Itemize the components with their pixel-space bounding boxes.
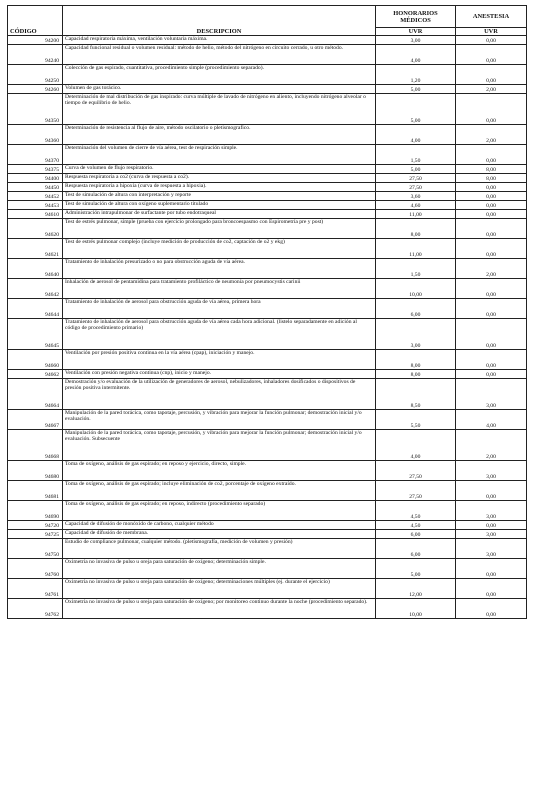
- row-honorarios-uvr: 8,00: [376, 219, 456, 239]
- header-honorarios: HONORARIOS MÉDICOS: [376, 6, 456, 28]
- table-row: [8, 65, 527, 85]
- row-anestesia-uvr: 0,00: [456, 201, 527, 210]
- table-row: [8, 501, 527, 521]
- row-description: Colección de gas espirado, cuantitativa, procedimiento simple (procedimiento separado).: [63, 65, 376, 85]
- row-code: 94450: [8, 183, 63, 192]
- row-anestesia-uvr: 0,00: [456, 521, 527, 530]
- row-description: Tratamiento de inhalación presurizado o no para obstrucción aguda de vía aérea.: [63, 259, 376, 279]
- header-descripcion: DESCRIPCION: [63, 28, 376, 36]
- row-code: 94642: [8, 279, 63, 299]
- row-anestesia-uvr: 0,00: [456, 559, 527, 579]
- row-description: Determinación de resistencia al flujo de aire, método oscilatorio o pletismografico.: [63, 125, 376, 145]
- table-header: [8, 6, 527, 36]
- row-honorarios-uvr: 5,00: [376, 85, 456, 94]
- row-honorarios-uvr: 8,50: [376, 379, 456, 410]
- row-description: Curva de volumen de flujo respiratorio.: [63, 165, 376, 174]
- row-anestesia-uvr: 0,00: [456, 279, 527, 299]
- row-anestesia-uvr: 0,00: [456, 370, 527, 379]
- table-row: [8, 481, 527, 501]
- row-honorarios-uvr: 4,50: [376, 501, 456, 521]
- row-anestesia-uvr: 0,00: [456, 599, 527, 619]
- row-honorarios-uvr: 6,00: [376, 530, 456, 539]
- row-description: Test de estrés pulmonar complejo (incluye medición de producción de co2, captación de o2 y ekg): [63, 239, 376, 259]
- table-row: [8, 36, 527, 45]
- table-row: [8, 559, 527, 579]
- table-row: [8, 319, 527, 350]
- row-code: 94681: [8, 481, 63, 501]
- row-description: Manipulación de la pared torácica, como tapotaje, percusión, y vibración para mejorar la función pulmonar; demostración inicial y/o evaluación.: [63, 410, 376, 430]
- row-code: 94664: [8, 379, 63, 410]
- table-row: [8, 521, 527, 530]
- row-code: 94250: [8, 65, 63, 85]
- header-uvr-honorarios: UVR: [376, 28, 456, 36]
- row-description: Administración intrapulmonar de surfactante por tubo endotraqueal: [63, 210, 376, 219]
- table-row: [8, 145, 527, 165]
- row-description: Manipulación de la pared torácica, como tapotaje, percusión, y vibración para mejorar la función pulmonar; demostración inicial y/o evaluación. Subsecuente: [63, 430, 376, 461]
- row-description: Test de simulación de altura con interpretación y reporte: [63, 192, 376, 201]
- row-anestesia-uvr: 3,00: [456, 530, 527, 539]
- row-description: Ventilación con presión negativa continua (cnp), inicio y manejo.: [63, 370, 376, 379]
- row-honorarios-uvr: 1,20: [376, 65, 456, 85]
- row-honorarios-uvr: 1,50: [376, 145, 456, 165]
- table-row: [8, 94, 527, 125]
- row-code: 94620: [8, 219, 63, 239]
- row-description: Ventilación por presión positiva continua en la vía aérea (cpap), iniciación y manejo.: [63, 350, 376, 370]
- row-code: 94260: [8, 85, 63, 94]
- row-code: 94760: [8, 559, 63, 579]
- row-description: Determinación del volumen de cierre de vía aérea, test de respiración simple.: [63, 145, 376, 165]
- row-anestesia-uvr: 0,00: [456, 183, 527, 192]
- row-honorarios-uvr: 3,60: [376, 192, 456, 201]
- row-code: 94725: [8, 530, 63, 539]
- row-anestesia-uvr: 4,00: [456, 410, 527, 430]
- row-anestesia-uvr: 2,00: [456, 430, 527, 461]
- row-code: 94668: [8, 430, 63, 461]
- row-honorarios-uvr: 5,00: [376, 559, 456, 579]
- table-row: [8, 379, 527, 410]
- table-row: [8, 201, 527, 210]
- row-description: Oximetría no invasiva de pulso u oreja para saturación de oxígeno; por monitoreo continuo durante la noche (procedimiento separado).: [63, 599, 376, 619]
- table-row: [8, 370, 527, 379]
- table-row: [8, 174, 527, 183]
- row-code: 94240: [8, 45, 63, 65]
- table-row: [8, 192, 527, 201]
- row-description: Estudio de compliance pulmonar, cualquier método. (pletismografía, medición de volumen y presión): [63, 539, 376, 559]
- row-honorarios-uvr: 11,00: [376, 239, 456, 259]
- row-honorarios-uvr: 12,00: [376, 579, 456, 599]
- row-anestesia-uvr: 0,00: [456, 350, 527, 370]
- row-anestesia-uvr: 0,00: [456, 319, 527, 350]
- row-anestesia-uvr: 0,00: [456, 219, 527, 239]
- table-row: [8, 279, 527, 299]
- row-code: 94375: [8, 165, 63, 174]
- row-code: 94640: [8, 259, 63, 279]
- table-body: [8, 36, 527, 619]
- row-honorarios-uvr: 11,00: [376, 210, 456, 219]
- row-honorarios-uvr: 3,00: [376, 319, 456, 350]
- row-anestesia-uvr: 0,00: [456, 481, 527, 501]
- table-row: [8, 45, 527, 65]
- row-honorarios-uvr: 6,00: [376, 539, 456, 559]
- row-anestesia-uvr: 8,00: [456, 174, 527, 183]
- row-honorarios-uvr: 27,50: [376, 481, 456, 501]
- row-code: 94761: [8, 579, 63, 599]
- row-honorarios-uvr: 5,50: [376, 410, 456, 430]
- table-row: [8, 239, 527, 259]
- row-anestesia-uvr: 0,00: [456, 210, 527, 219]
- row-honorarios-uvr: 4,00: [376, 430, 456, 461]
- row-description: Inhalación de aerosol de pentamidina para tratamiento profiláctico de neumonía por pneumocystis carinii: [63, 279, 376, 299]
- table-row: [8, 165, 527, 174]
- row-description: Oximetría no invasiva de pulso u oreja para saturación de oxígeno; determinaciones múltiples (ej. durante el ejercicio): [63, 579, 376, 599]
- row-anestesia-uvr: 3,00: [456, 539, 527, 559]
- tariff-sheet: [7, 5, 526, 619]
- row-anestesia-uvr: 0,00: [456, 36, 527, 45]
- table-row: [8, 410, 527, 430]
- row-code: 94610: [8, 210, 63, 219]
- row-anestesia-uvr: 0,00: [456, 192, 527, 201]
- row-description: Oximetría no invasiva de pulso u oreja para saturación de oxígeno; determinación simple.: [63, 559, 376, 579]
- row-description: Tratamiento de inhalación de aerosol para obstrucción aguda de vía aérea cada hora adicional. (listelo separadamente en adición al código de procedimiento primario): [63, 319, 376, 350]
- row-honorarios-uvr: 4,60: [376, 201, 456, 210]
- row-honorarios-uvr: 27,50: [376, 183, 456, 192]
- row-description: Toma de oxígeno, análisis de gas espirado; incluye eliminación de co2, porcentaje de oxígeno extraído.: [63, 481, 376, 501]
- row-honorarios-uvr: 10,00: [376, 599, 456, 619]
- row-anestesia-uvr: 0,00: [456, 299, 527, 319]
- table-row: [8, 579, 527, 599]
- row-code: 94680: [8, 461, 63, 481]
- row-description: Capacidad de difusión de membrana.: [63, 530, 376, 539]
- row-description: Volumen de gas torácico.: [63, 85, 376, 94]
- row-honorarios-uvr: 4,00: [376, 125, 456, 145]
- row-code: 94350: [8, 94, 63, 125]
- row-anestesia-uvr: 2,00: [456, 259, 527, 279]
- row-anestesia-uvr: 8,00: [456, 165, 527, 174]
- row-code: 94644: [8, 299, 63, 319]
- row-honorarios-uvr: 4,00: [376, 45, 456, 65]
- row-description: Capacidad respiratoria máxima, ventilación voluntaria máxima.: [63, 36, 376, 45]
- row-code: 94452: [8, 192, 63, 201]
- row-description: Tratamiento de inhalación de aerosol para obstrucción aguda de vía aérea, primera hora: [63, 299, 376, 319]
- row-anestesia-uvr: 3,00: [456, 501, 527, 521]
- row-anestesia-uvr: 2,00: [456, 85, 527, 94]
- row-description: Determinación de mal distribución de gas inspirado: curva múltiple de lavado de nitrógeno en aliento, incluyendo nitrógeno alveolar o tiempo de equilibrio de helio.: [63, 94, 376, 125]
- row-anestesia-uvr: 0,00: [456, 65, 527, 85]
- row-honorarios-uvr: 27,50: [376, 461, 456, 481]
- row-code: 94645: [8, 319, 63, 350]
- table-row: [8, 85, 527, 94]
- tariff-table: [7, 5, 527, 619]
- row-anestesia-uvr: 0,00: [456, 579, 527, 599]
- table-row: [8, 210, 527, 219]
- row-code: 94621: [8, 239, 63, 259]
- row-description: Toma de oxígeno, análisis de gas espirado; en reposo y ejercicio, directo, simple.: [63, 461, 376, 481]
- row-code: 94667: [8, 410, 63, 430]
- row-code: 94360: [8, 125, 63, 145]
- table-row: [8, 299, 527, 319]
- row-honorarios-uvr: 8,00: [376, 350, 456, 370]
- table-row: [8, 350, 527, 370]
- row-honorarios-uvr: 5,00: [376, 165, 456, 174]
- table-row: [8, 259, 527, 279]
- row-honorarios-uvr: 8,00: [376, 370, 456, 379]
- row-code: 94370: [8, 145, 63, 165]
- table-row: [8, 539, 527, 559]
- row-anestesia-uvr: 0,00: [456, 145, 527, 165]
- row-honorarios-uvr: 5,00: [376, 94, 456, 125]
- row-anestesia-uvr: 3,00: [456, 379, 527, 410]
- row-honorarios-uvr: 6,00: [376, 299, 456, 319]
- row-description: Capacidad de difusión de monóxido de carbono, cualquier método: [63, 521, 376, 530]
- table-row: [8, 125, 527, 145]
- row-code: 94400: [8, 174, 63, 183]
- table-row: [8, 530, 527, 539]
- row-anestesia-uvr: 0,00: [456, 94, 527, 125]
- row-description: Test de simulación de altura con oxígeno suplementario titulado: [63, 201, 376, 210]
- table-row: [8, 430, 527, 461]
- table-row: [8, 461, 527, 481]
- row-honorarios-uvr: 3,00: [376, 36, 456, 45]
- row-honorarios-uvr: 27,50: [376, 174, 456, 183]
- row-code: 94200: [8, 36, 63, 45]
- header-codigo: CÓDIGO: [8, 28, 63, 36]
- row-description: Demostración y/o evaluación de la utilización de generadores de aerosol, nebulizadores, inhaladores dosificados o dispositivos de presión positiva intermitente.: [63, 379, 376, 410]
- row-anestesia-uvr: 2,00: [456, 125, 527, 145]
- row-description: Test de estrés pulmonar, simple (prueba con ejercicio prolongado para broncoespasmo con Espirometría pre y post): [63, 219, 376, 239]
- row-code: 94453: [8, 201, 63, 210]
- row-honorarios-uvr: 10,00: [376, 279, 456, 299]
- row-honorarios-uvr: 4,50: [376, 521, 456, 530]
- table-row: [8, 599, 527, 619]
- row-code: 94662: [8, 370, 63, 379]
- row-anestesia-uvr: 0,00: [456, 45, 527, 65]
- row-description: Capacidad funcional residual o volumen residual: método de helio, método del nitrógeno en circuito cerrado, u otro método.: [63, 45, 376, 65]
- row-code: 94762: [8, 599, 63, 619]
- row-code: 94690: [8, 501, 63, 521]
- table-row: [8, 219, 527, 239]
- row-code: 94660: [8, 350, 63, 370]
- row-description: Respuesta respiratoria a co2 (curva de respuesta a co2).: [63, 174, 376, 183]
- row-description: Toma de oxígeno, análisis de gas espirado; en reposo, indirecto (procedimiento separado): [63, 501, 376, 521]
- row-anestesia-uvr: 3,00: [456, 461, 527, 481]
- row-anestesia-uvr: 0,00: [456, 239, 527, 259]
- row-description: Respuesta respiratoria a hipoxia (curva de respuesta a hipoxia).: [63, 183, 376, 192]
- row-honorarios-uvr: 1,50: [376, 259, 456, 279]
- row-code: 94720: [8, 521, 63, 530]
- header-uvr-anestesia: UVR: [456, 28, 527, 36]
- header-anestesia: ANESTESIA: [456, 6, 527, 28]
- table-row: [8, 183, 527, 192]
- row-code: 94750: [8, 539, 63, 559]
